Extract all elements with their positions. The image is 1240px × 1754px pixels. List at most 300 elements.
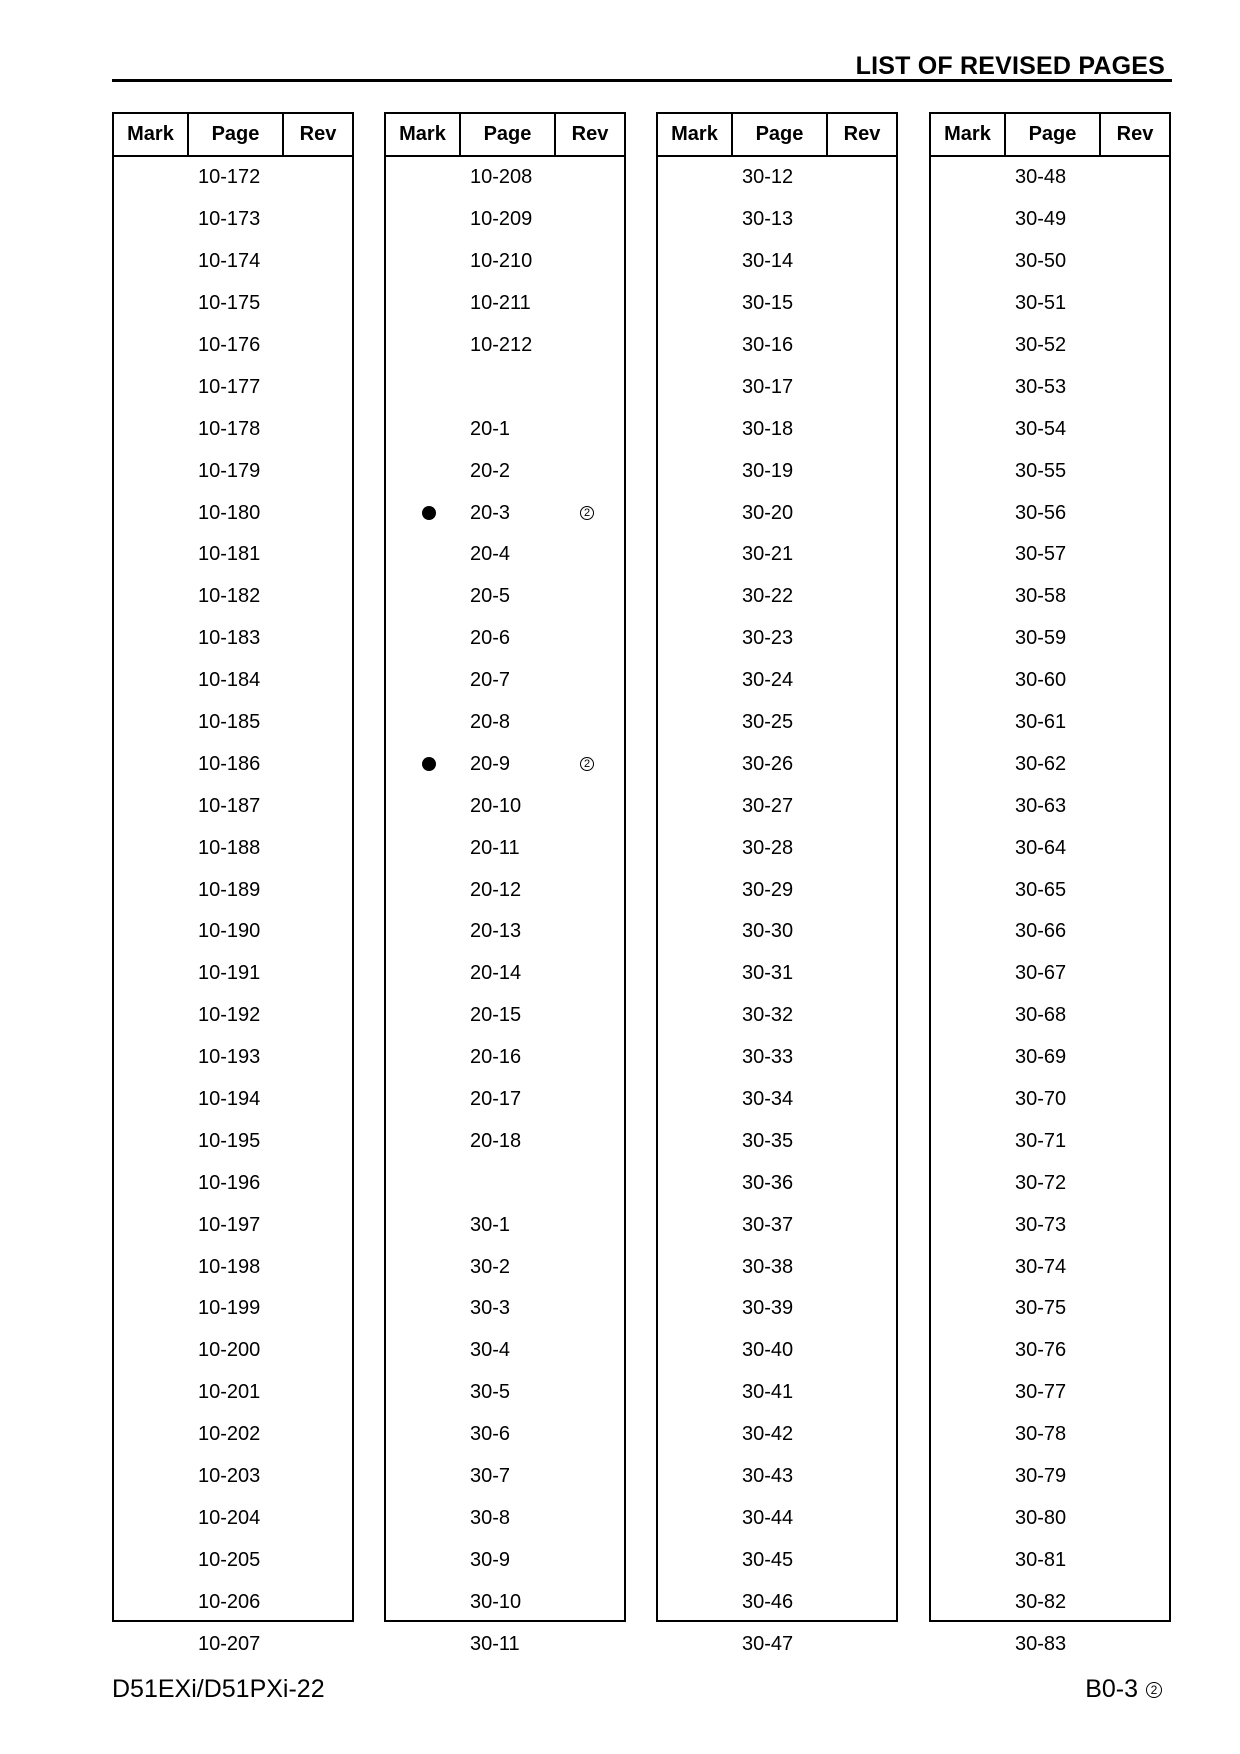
table-row <box>658 660 896 702</box>
rev-cell <box>572 408 602 450</box>
page-number-cell: 30-61 <box>1015 711 1067 734</box>
rev-cell <box>844 1246 874 1288</box>
page-number-cell: 20-1 <box>470 417 511 440</box>
page-number-cell: 30-56 <box>1015 501 1067 524</box>
table-row <box>658 1539 896 1581</box>
mark-cell <box>686 157 716 199</box>
table-row <box>931 157 1169 199</box>
mark-cell <box>959 1204 989 1246</box>
rev-cell <box>572 1288 602 1330</box>
mark-cell <box>142 1372 172 1414</box>
mark-cell <box>959 1498 989 1540</box>
rev-cell <box>844 1037 874 1079</box>
mark-cell <box>142 702 172 744</box>
rev-cell <box>300 366 330 408</box>
mark-cell <box>414 869 444 911</box>
rev-cell <box>1117 1162 1147 1204</box>
rev-cell <box>572 157 602 199</box>
rev-cell <box>1117 911 1147 953</box>
mark-cell <box>959 1623 989 1665</box>
mark-cell <box>959 450 989 492</box>
page-number-cell: 10-206 <box>198 1590 261 1613</box>
rev-cell <box>572 325 602 367</box>
page-number-cell: 30-62 <box>1015 752 1067 775</box>
page-number-cell: 10-183 <box>198 627 261 650</box>
page-number-cell: 30-27 <box>742 794 794 817</box>
table-row <box>386 1162 624 1204</box>
page-number-cell: 10-174 <box>198 250 261 273</box>
page-number-cell: 10-203 <box>198 1465 261 1488</box>
mark-cell <box>142 1623 172 1665</box>
rev-cell <box>300 408 330 450</box>
rev-cell <box>300 660 330 702</box>
rev-cell <box>1117 1079 1147 1121</box>
mark-cell <box>686 1456 716 1498</box>
rev-cell <box>1117 953 1147 995</box>
rev-cell <box>844 953 874 995</box>
page-number-cell: 30-23 <box>742 627 794 650</box>
page-number-cell: 30-49 <box>1015 208 1067 231</box>
page-number-cell <box>470 1162 560 1204</box>
page-number-cell: 30-19 <box>742 459 794 482</box>
page-number-cell: 20-18 <box>470 1129 522 1152</box>
mark-cell <box>142 199 172 241</box>
mark-cell <box>142 660 172 702</box>
table-row <box>386 827 624 869</box>
mark-cell <box>959 283 989 325</box>
column-header-page: Page <box>189 114 284 155</box>
mark-cell <box>959 1246 989 1288</box>
rev-cell <box>300 827 330 869</box>
table-row <box>931 1288 1169 1330</box>
table-row <box>114 702 352 744</box>
rev-cell <box>300 743 330 785</box>
page-number-cell: 30-35 <box>742 1129 794 1152</box>
footer-page-number-group <box>1085 1675 1162 1704</box>
page-number-cell: 30-21 <box>742 543 794 566</box>
page-number-cell: 30-43 <box>742 1465 794 1488</box>
mark-cell <box>414 576 444 618</box>
rev-cell <box>1117 1581 1147 1623</box>
page-number-cell: 10-191 <box>198 962 261 985</box>
table-row <box>386 702 624 744</box>
table-body <box>658 157 896 1665</box>
page-number-cell: 30-41 <box>742 1381 794 1404</box>
rev-cell <box>844 1204 874 1246</box>
rev-cell <box>844 995 874 1037</box>
mark-cell <box>959 157 989 199</box>
page-number-cell: 20-2 <box>470 459 511 482</box>
page-number-cell: 10-212 <box>470 334 533 356</box>
page-number-cell: 30-76 <box>1015 1339 1067 1362</box>
table-row <box>658 450 896 492</box>
rev-cell <box>300 785 330 827</box>
table-row <box>114 953 352 995</box>
mark-cell <box>959 1330 989 1372</box>
page-number-cell: 30-50 <box>1015 250 1067 273</box>
mark-cell <box>414 702 444 744</box>
page-number-cell: 10-197 <box>198 1213 261 1236</box>
page-number-cell: 20-15 <box>470 1004 522 1027</box>
rev-cell <box>1117 576 1147 618</box>
mark-cell <box>959 702 989 744</box>
table-row <box>931 911 1169 953</box>
column-header-rev: Rev <box>571 123 609 145</box>
table-row <box>658 618 896 660</box>
mark-cell <box>414 1372 444 1414</box>
mark-cell <box>686 1623 716 1665</box>
column-header-mark: Mark <box>931 114 1006 155</box>
page-number-cell: 30-69 <box>1015 1046 1067 1069</box>
rev-cell <box>572 534 602 576</box>
mark-cell <box>959 660 989 702</box>
page-number-cell: 30-55 <box>1015 459 1067 482</box>
page-number-cell: 20-10 <box>470 794 522 817</box>
mark-cell <box>686 1539 716 1581</box>
page-number-cell: 20-4 <box>470 543 511 566</box>
rev-cell <box>300 1623 330 1665</box>
mark-cell <box>142 1414 172 1456</box>
table-row <box>386 534 624 576</box>
rev-cell <box>844 702 874 744</box>
mark-cell <box>686 534 716 576</box>
table-row <box>386 1330 624 1372</box>
table-row <box>931 618 1169 660</box>
rev-cell <box>300 1414 330 1456</box>
rev-cell <box>300 702 330 744</box>
rev-cell <box>1117 1246 1147 1288</box>
mark-cell <box>686 576 716 618</box>
mark-cell <box>686 1120 716 1162</box>
page-number-cell: 10-185 <box>198 711 261 734</box>
table-row <box>114 1456 352 1498</box>
page-number-cell: 30-58 <box>1015 585 1067 608</box>
page-number-cell: 30-33 <box>742 1046 794 1069</box>
mark-cell <box>414 1456 444 1498</box>
page-number-cell: 20-17 <box>470 1088 522 1111</box>
rev-cell <box>300 492 330 534</box>
table-row <box>114 1246 352 1288</box>
rev-cell <box>572 618 602 660</box>
table-row <box>658 534 896 576</box>
revised-pages-table-3 <box>656 112 898 1655</box>
mark-cell <box>959 827 989 869</box>
page-number-cell: 30-57 <box>1015 543 1067 566</box>
table-row <box>658 1498 896 1540</box>
table-row <box>386 1288 624 1330</box>
mark-cell <box>686 1037 716 1079</box>
column-header-rev: Rev <box>843 123 881 145</box>
rev-cell <box>300 1498 330 1540</box>
table-row <box>931 325 1169 367</box>
page-number-cell: 10-180 <box>198 501 261 524</box>
page-number-cell: 30-71 <box>1015 1129 1067 1152</box>
rev-cell <box>844 492 874 534</box>
rev-cell <box>844 1414 874 1456</box>
mark-cell <box>686 1079 716 1121</box>
rev-cell <box>572 702 602 744</box>
mark-cell <box>686 450 716 492</box>
mark-cell <box>959 492 989 534</box>
table-row <box>658 1079 896 1121</box>
mark-cell <box>414 199 444 241</box>
table-row <box>386 995 624 1037</box>
rev-cell <box>572 576 602 618</box>
rev-cell <box>572 1581 602 1623</box>
page-number-cell: 20-9 <box>470 752 511 775</box>
mark-cell <box>959 743 989 785</box>
mark-cell <box>142 1079 172 1121</box>
table-row <box>114 869 352 911</box>
page-number-cell: 10-209 <box>470 208 533 231</box>
page-number-cell: 10-202 <box>198 1423 261 1446</box>
column-header-page: Page <box>1006 114 1101 155</box>
table-row <box>658 1288 896 1330</box>
page-number-cell: 30-31 <box>742 962 794 985</box>
page-number-cell: 30-46 <box>742 1590 794 1613</box>
mark-cell <box>414 743 444 785</box>
table-row <box>931 1120 1169 1162</box>
rev-cell <box>572 1204 602 1246</box>
page-number-cell: 30-7 <box>470 1465 511 1488</box>
page-number-cell: 30-47 <box>742 1632 794 1655</box>
table-row <box>114 1414 352 1456</box>
mark-cell <box>414 995 444 1037</box>
rev-cell <box>1117 1120 1147 1162</box>
page-number-cell <box>470 366 560 408</box>
mark-cell <box>142 492 172 534</box>
table-row <box>931 241 1169 283</box>
table-row <box>386 492 624 534</box>
table-row <box>386 283 624 325</box>
mark-cell <box>414 911 444 953</box>
page-number-cell: 30-26 <box>742 752 794 775</box>
rev-cell <box>844 1162 874 1204</box>
table-row <box>386 1204 624 1246</box>
mark-cell <box>959 995 989 1037</box>
page-title: LIST OF REVISED PAGES <box>855 52 1165 80</box>
rev-cell <box>1117 827 1147 869</box>
mark-cell <box>414 1623 444 1665</box>
rev-cell <box>300 1037 330 1079</box>
page-number-cell: 30-59 <box>1015 627 1067 650</box>
table-row <box>658 869 896 911</box>
table-row <box>658 576 896 618</box>
rev-cell <box>572 1414 602 1456</box>
mark-cell <box>959 534 989 576</box>
page-number-cell: 20-7 <box>470 669 511 692</box>
table-row <box>931 1079 1169 1121</box>
table-row <box>114 1079 352 1121</box>
table-row <box>386 408 624 450</box>
mark-cell <box>142 1498 172 1540</box>
rev-cell <box>572 911 602 953</box>
table-row <box>658 743 896 785</box>
table-row <box>658 1372 896 1414</box>
table-row <box>386 1414 624 1456</box>
page-number-cell: 30-38 <box>742 1255 794 1278</box>
mark-cell <box>959 1581 989 1623</box>
mark-cell <box>142 241 172 283</box>
page-number-cell: 20-11 <box>470 836 520 859</box>
page-number-cell: 30-32 <box>742 1004 794 1027</box>
table-header <box>658 114 896 157</box>
mark-cell <box>959 1079 989 1121</box>
column-header-mark: Mark <box>386 114 461 155</box>
table-row <box>386 157 624 199</box>
mark-cell <box>686 827 716 869</box>
rev-cell <box>300 199 330 241</box>
table-row <box>114 283 352 325</box>
rev-cell <box>844 869 874 911</box>
table-row <box>931 199 1169 241</box>
table-row <box>658 827 896 869</box>
mark-cell <box>686 1288 716 1330</box>
page-number-cell: 20-13 <box>470 920 522 943</box>
table-row <box>114 366 352 408</box>
mark-cell <box>142 1204 172 1246</box>
rev-cell <box>572 995 602 1037</box>
mark-cell <box>142 1288 172 1330</box>
mark-cell <box>142 1037 172 1079</box>
rev-cell <box>844 660 874 702</box>
page-number-cell: 10-176 <box>198 334 261 356</box>
table-row <box>658 1162 896 1204</box>
rev-cell <box>844 366 874 408</box>
rev-cell <box>572 1120 602 1162</box>
rev-cell <box>300 1581 330 1623</box>
mark-cell <box>959 1539 989 1581</box>
mark-cell <box>686 702 716 744</box>
mark-cell <box>686 660 716 702</box>
page-number-cell: 10-179 <box>198 459 261 482</box>
page-number-cell: 10-211 <box>470 292 531 315</box>
revision-mark-icon <box>422 506 436 520</box>
rev-cell <box>1117 241 1147 283</box>
rev-cell <box>844 1079 874 1121</box>
mark-cell <box>414 283 444 325</box>
page-number-cell: 30-10 <box>470 1590 522 1613</box>
page-number-cell: 10-173 <box>198 208 261 231</box>
page-number-cell: 30-16 <box>742 334 794 356</box>
rev-cell <box>300 241 330 283</box>
page-number-cell: 30-37 <box>742 1213 794 1236</box>
mark-cell <box>142 1120 172 1162</box>
page-number-cell: 10-181 <box>198 543 261 566</box>
table-row <box>386 660 624 702</box>
rev-cell <box>844 743 874 785</box>
table-header <box>931 114 1169 157</box>
table-row <box>931 1372 1169 1414</box>
mark-cell <box>686 1330 716 1372</box>
page-number-cell: 30-65 <box>1015 878 1067 901</box>
mark-cell <box>414 492 444 534</box>
table-row <box>386 1079 624 1121</box>
mark-cell <box>142 827 172 869</box>
mark-cell <box>414 1079 444 1121</box>
rev-cell <box>572 1456 602 1498</box>
mark-cell <box>142 325 172 367</box>
mark-cell <box>414 1162 444 1204</box>
table-row <box>931 702 1169 744</box>
table-row <box>931 366 1169 408</box>
table-row <box>658 366 896 408</box>
rev-cell <box>1117 1204 1147 1246</box>
table-row <box>931 1414 1169 1456</box>
mark-cell <box>414 618 444 660</box>
rev-cell <box>572 241 602 283</box>
footer-model: D51EXi/D51PXi-22 <box>112 1675 325 1703</box>
table-row <box>931 660 1169 702</box>
mark-cell <box>142 1539 172 1581</box>
page-number-cell: 30-63 <box>1015 794 1067 817</box>
table-row <box>658 1330 896 1372</box>
mark-cell <box>142 1581 172 1623</box>
table-row <box>114 157 352 199</box>
page-number-cell: 10-192 <box>198 1004 261 1027</box>
page-number-cell: 30-4 <box>470 1339 511 1362</box>
mark-cell <box>142 283 172 325</box>
rev-cell <box>844 1372 874 1414</box>
header-rule <box>112 79 1172 82</box>
rev-cell <box>572 199 602 241</box>
rev-cell <box>844 827 874 869</box>
mark-cell <box>414 827 444 869</box>
rev-cell <box>1117 1539 1147 1581</box>
rev-cell <box>572 1372 602 1414</box>
table-row <box>931 743 1169 785</box>
rev-cell <box>300 1120 330 1162</box>
table-row <box>386 911 624 953</box>
mark-cell <box>142 366 172 408</box>
mark-cell <box>686 366 716 408</box>
page-number-cell: 30-67 <box>1015 962 1067 985</box>
mark-cell <box>686 1498 716 1540</box>
table-row <box>114 199 352 241</box>
mark-cell <box>414 1120 444 1162</box>
mark-cell <box>414 953 444 995</box>
page-number-cell: 30-42 <box>742 1423 794 1446</box>
table-row <box>658 785 896 827</box>
table-row <box>114 1204 352 1246</box>
mark-cell <box>686 1414 716 1456</box>
table-row <box>386 1037 624 1079</box>
page-number-cell: 10-178 <box>198 417 261 440</box>
rev-cell <box>844 1623 874 1665</box>
rev-cell <box>572 869 602 911</box>
table-body <box>931 157 1169 1665</box>
table-row <box>114 241 352 283</box>
page-number-cell: 30-25 <box>742 711 794 734</box>
revision-number-badge: 2 <box>580 757 594 771</box>
table-row <box>386 1372 624 1414</box>
table-row <box>114 1539 352 1581</box>
mark-cell <box>959 1120 989 1162</box>
page-number-cell: 30-48 <box>1015 166 1067 189</box>
page-number-cell: 20-16 <box>470 1046 522 1069</box>
mark-cell <box>686 325 716 367</box>
rev-cell <box>572 1539 602 1581</box>
page-number-cell: 30-14 <box>742 250 794 273</box>
rev-cell <box>1117 1372 1147 1414</box>
page-number-cell: 30-6 <box>470 1423 511 1446</box>
page-number-cell: 10-175 <box>198 292 261 315</box>
table-row <box>658 1246 896 1288</box>
table-header <box>386 114 624 157</box>
mark-cell <box>414 450 444 492</box>
page-number-cell: 30-18 <box>742 417 794 440</box>
revision-mark-icon <box>422 757 436 771</box>
